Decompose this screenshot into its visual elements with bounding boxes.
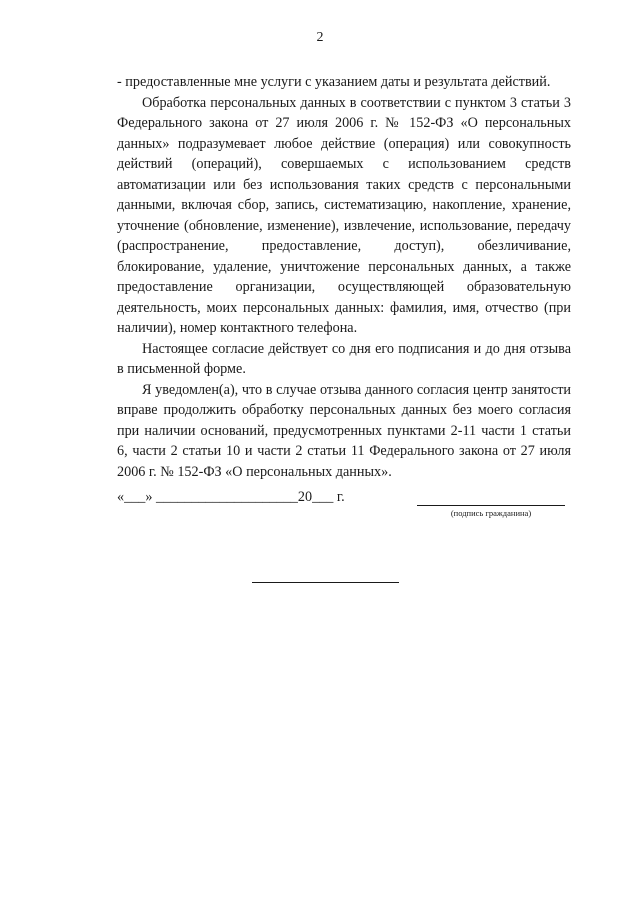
paragraph-processing: Обработка персональных данных в соответствии с пунктом 3 статьи 3 Федерального закона от 27 июля 2006 г. № 152-ФЗ «О персональных данных» подразумевает любое действие (операция) или совокупность действий (операций), совершаемых с использованием средств автоматизации или без использования таких средств с персональными данными, включая сбор, запись, систематизацию, накопление, хранение, уточнение (обновление, изменение), извлечение, использование, передачу (распространение, предоставление, доступ), обезличивание, блокирование, удаление, уничтожение персональных данных, а также предоставление организации, осуществляющей образовательную деятельность, моих персональных данных: фамилия, имя, отчество (при наличии), номер контактного телефона. <box>117 94 571 336</box>
document-body <box>117 72 571 482</box>
end-divider <box>252 582 399 583</box>
signature-line <box>417 505 565 506</box>
page-number: 2 <box>316 30 324 45</box>
paragraph-notification: Я уведомлен(а), что в случае отзыва данного согласия центр занятости вправе продолжить обработку персональных данных без моего согласия при наличии оснований, предусмотренных пунктами 2-11 части 1 статьи 6, части 2 статьи 10 и части 2 статьи 11 Федерального закона от 27 июля 2006 г. № 152-ФЗ «О персональных данных». <box>117 381 571 480</box>
date-field: «___» ____________________20___ г. <box>117 489 345 505</box>
paragraph-validity: Настоящее согласие действует со дня его подписания и до дня отзыва в письменной форме. <box>117 340 571 377</box>
signature-caption: (подпись гражданина) <box>450 508 532 518</box>
paragraph-services: - предоставленные мне услуги с указанием даты и результата действий. <box>117 74 551 90</box>
